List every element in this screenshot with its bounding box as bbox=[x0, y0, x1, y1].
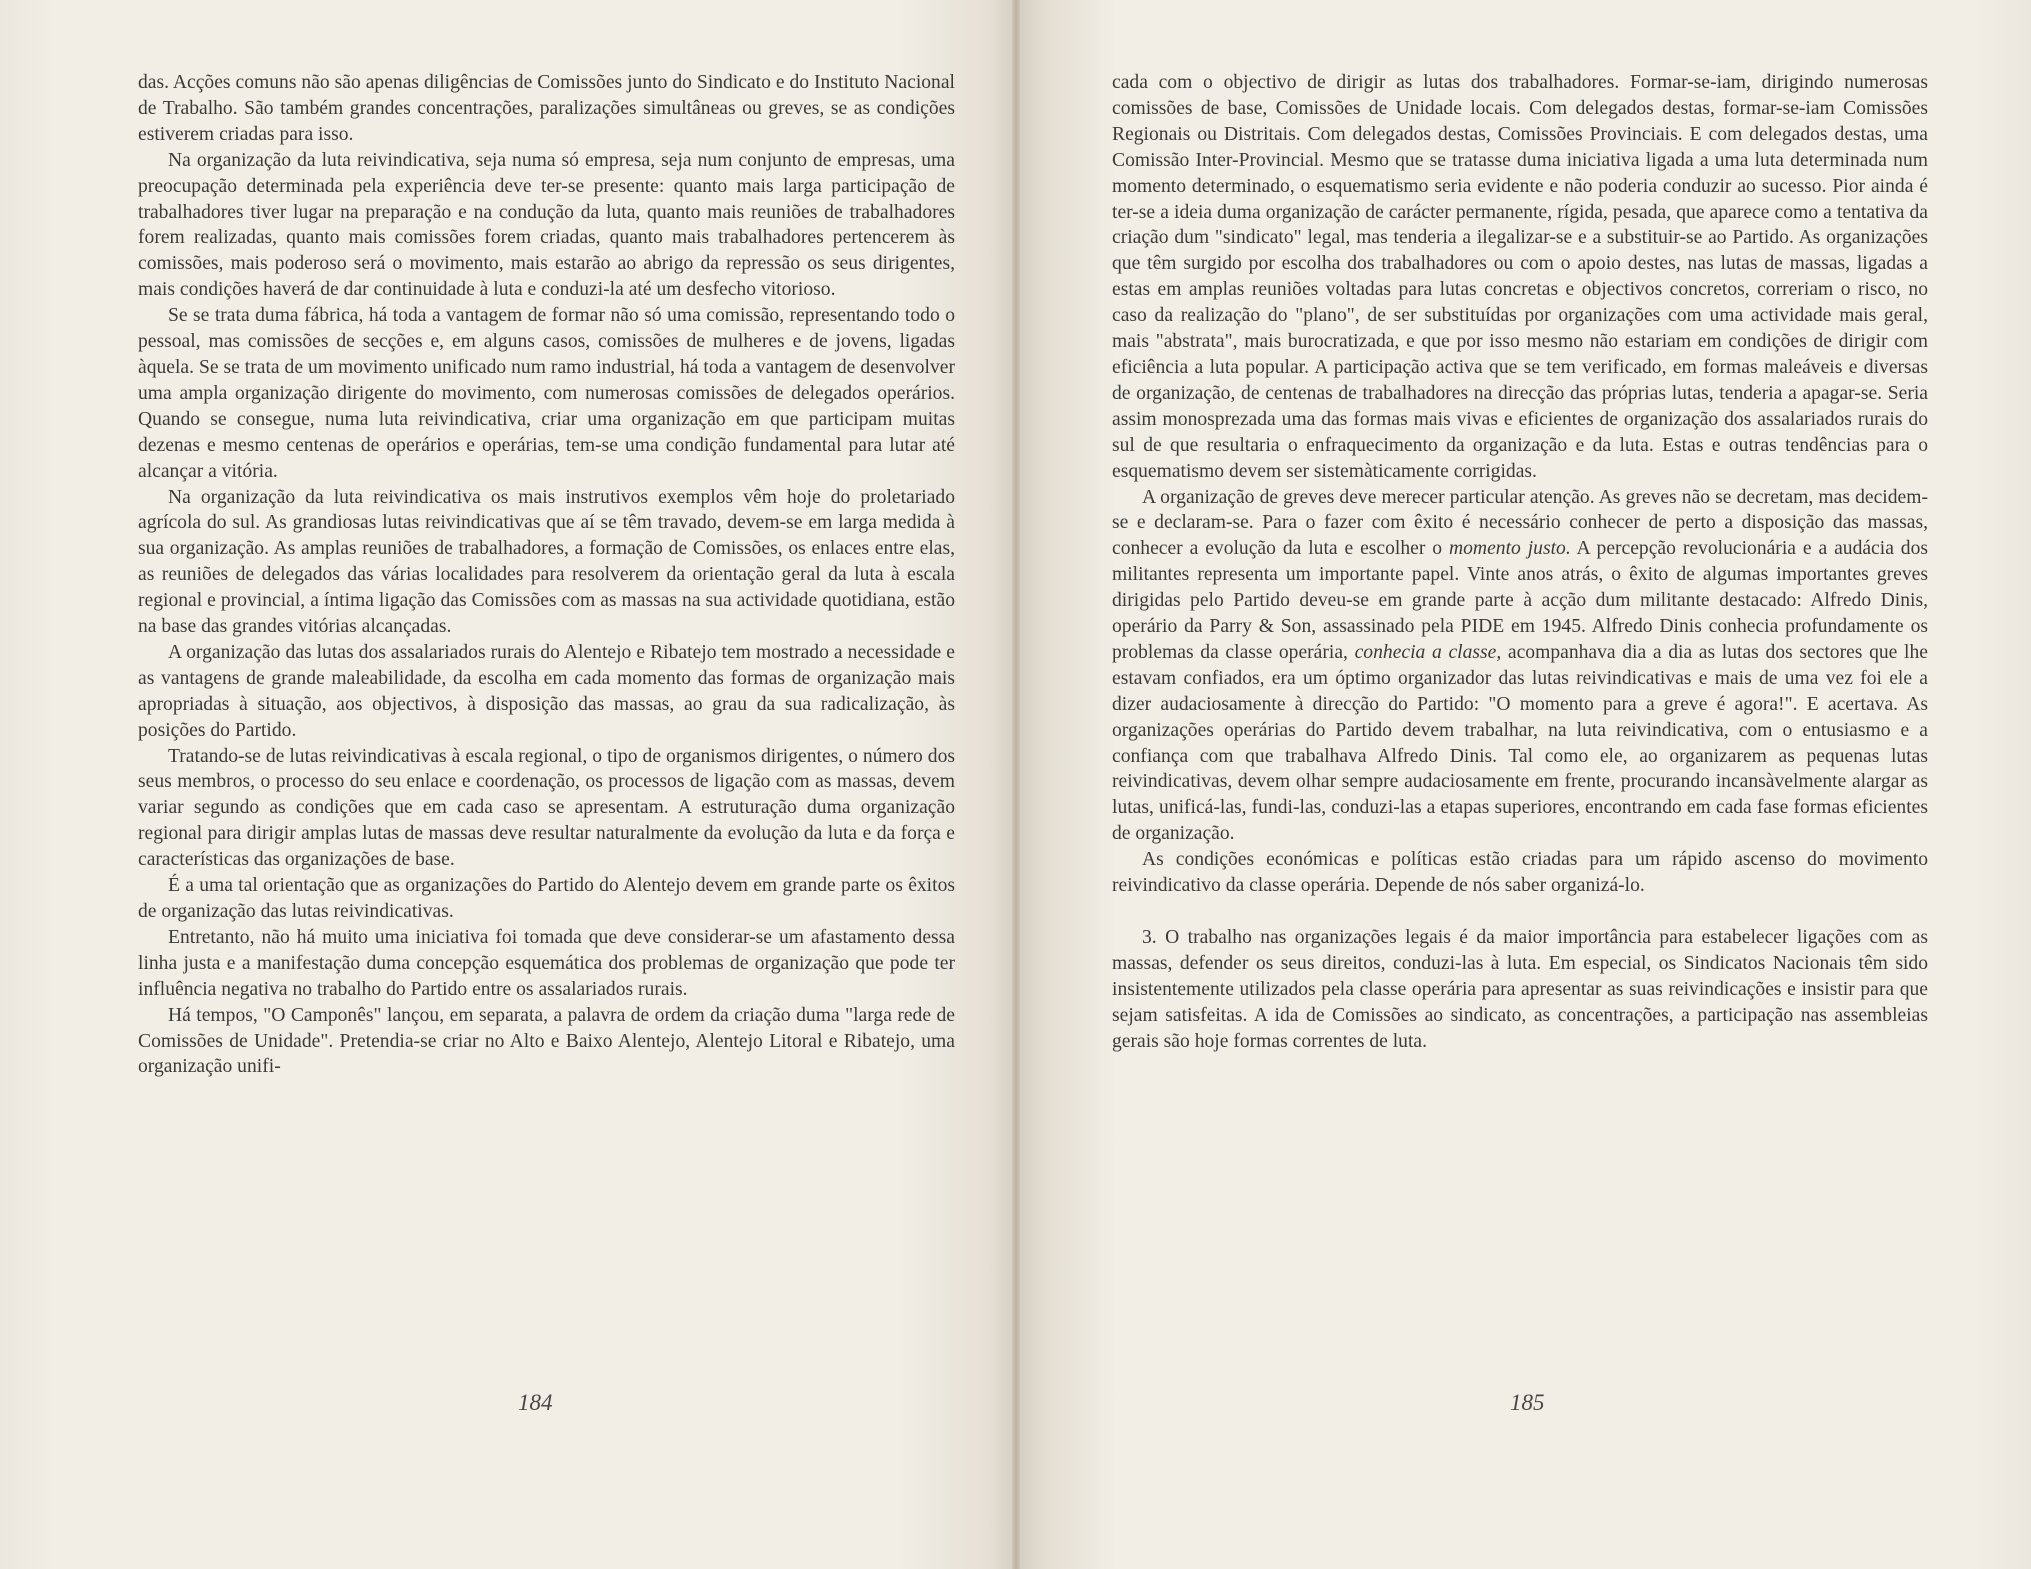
page-number: 184 bbox=[518, 1390, 553, 1415]
book-gutter bbox=[1012, 0, 1020, 1569]
emphasis-text: momento justo. bbox=[1448, 538, 1571, 560]
section-paragraph: 3. O trabalho nas organizações legais é da maior importância para estabelecer ligações com as massas, defender os seus direitos, conduzi-las à luta. Em especial, os Sindicatos Nacionais têm sido insistentemente utilizados pela classe operária para apresentar as suas reivindicações e insistir para que sejam satisfeitas. A ida de Comissões ao sindicato, as concentrações, a participação nas assembleias gerais são hoje formas correntes de luta. bbox=[1112, 927, 1928, 1052]
emphasis-text: conhecia a classe, bbox=[1354, 641, 1502, 663]
left-page-text bbox=[138, 70, 955, 1080]
paragraph: Entretanto, não há muito uma iniciativa foi tomada que deve considerar-se um afastamento dessa linha justa e a manifestação duma concepção esquemática dos problemas de organização que pode ter influência negativa no trabalho do Partido entre os assalariados rurais. bbox=[138, 926, 955, 1000]
paragraph: É a uma tal orientação que as organizações do Partido do Alentejo devem em grande parte os êxitos de organização das lutas reivindicativas. bbox=[138, 875, 955, 922]
page-number: 185 bbox=[1510, 1390, 1545, 1415]
paragraph: das. Acções comuns não são apenas diligências de Comissões junto do Sindicato e do Instituto Nacional de Trabalho. São também grandes concentrações, paralizações simultâneas ou greves, se as condições estiverem criadas para isso. bbox=[138, 72, 955, 145]
right-page bbox=[1016, 0, 2031, 1569]
paragraph: A organização das lutas dos assalariados rurais do Alentejo e Ribatejo tem mostrado a necessidade e as vantagens de grande maleabilidade, da escolha em cada momento das formas de organização mais apropriadas à situação, aos objectivos, à disposição das massas, ao grau da sua radicalização, às posições do Partido. bbox=[138, 641, 955, 741]
paragraph: Se se trata duma fábrica, há toda a vantagem de formar não só uma comissão, representando todo o pessoal, mas comissões de secções e, em alguns casos, comissões de mulheres e de jovens, ligadas àquela. Se se trata de um movimento unificado num ramo industrial, há toda a vantagem de desenvolver uma ampla organização dirigente do movimento, com numerosas comissões de delegados operários. Quando se consegue, numa luta reivindicativa, criar uma organização em que participam muitas dezenas e mesmo centenas de operários e operárias, tem-se uma condição fundamental para lutar até alcançar a vitória. bbox=[138, 305, 955, 482]
paragraph: As condições económicas e políticas estão criadas para um rápido ascenso do movimento reivindicativo da classe operária. Depende de nós saber organizá-lo. bbox=[1112, 849, 1928, 897]
paragraph-text: A percepção revolucionária e a audácia dos militantes representa um importante papel. Vinte anos atrás, o êxito de algumas importantes greves dirigidas pelo Partido deveu-se em grande parte à acção dum militante destacado: Alfredo Dinis, operário da Parry & Son, assassinado pela PIDE em 1945. Alfredo Dinis conhecia profundamente os problemas da classe operária, bbox=[1112, 538, 1929, 663]
paragraph: cada com o objectivo de dirigir as lutas dos trabalhadores. Formar-se-iam, dirigindo numerosas comissões de base, Comissões de Unidade locais. Com delegados destas, formar-se-iam Comissões Regionais ou Distritais. Com delegados destas, Comissões Provinciais. E com delegados destas, uma Comissão Inter-Provincial. Mesmo que se tratasse duma iniciativa ligada a uma luta determinada num momento determinado, o esquematismo seria evidente e não poderia conduzir ao sucesso. Pior ainda é ter-se a ideia duma organização de carácter permanente, rígida, pesada, que aparece como a tentativa da criação dum "sindicato" legal, mas tenderia a ilegalizar-se e a substituir-se ao Partido. As organizações que têm surgido por escolha dos trabalhadores ou com o apoio destes, nas lutas de massas, ligadas a estas em amplas reuniões voltadas para lutas concretas e objectivos concretos, correriam o risco, no caso da realização do "plano", de ser substituídas por organizações com uma actividade mais geral, mais "abstrata", mais burocratizada, e que por isso mesmo não estariam em condições de dirigir com eficiência a luta popular. A participação activa que se tem verificado, em formas maleáveis e diversas de organização, de centenas de trabalhadores na direcção das próprias lutas, tenderia a apagar-se. Seria assim monosprezada uma das formas mais vivas e eficientes de organização dos assalariados rurais do sul de que resultaria o enfraquecimento da organização e da luta. Estas e outras tendências para o esquematismo devem ser sistemàticamente corrigidas. bbox=[1112, 72, 1928, 482]
paragraph-text: acompanhava dia a dia as lutas dos sectores que lhe estavam confiados, era um óptimo organizador das lutas reivindicativas e mais de uma vez foi ele a dizer audaciosamente à direcção do Partido: "O momento para a greve é agora!". E acertava. As organizações operárias do Partido devem trabalhar, na luta reivindicativa, com o entusiasmo e a confiança com que trabalhava Alfredo Dinis. Tal como ele, ao organizarem as pequenas lutas reivindicativas, devem olhar sempre audaciosamente em frente, procurando incansàvelmente alargar as lutas, unificá-las, fundi-las, conduzi-las a etapas superiores, encontrando em cada fase formas eficientes de organização. bbox=[1112, 641, 1928, 845]
paragraph bbox=[1112, 485, 1928, 848]
paragraph: Na organização da luta reivindicativa, seja numa só empresa, seja num conjunto de empresas, uma preocupação determinada pela experiência deve ter-se presente: quanto mais larga participação de trabalhadores tiver lugar na preparação e na condução da luta, quanto mais reuniões de trabalhadores forem realizadas, quanto mais comissões forem criadas, quanto mais trabalhadores pertencerem às comissões, mais poderoso será o movimento, mais estarão ao abrigo da repressão os seus dirigentes, mais condições haverá de dar continuidade à luta e conduzi-la até um desfecho vitorioso. bbox=[138, 149, 955, 301]
paragraph-text: A organização de greves deve merecer particular atenção. As greves não se decretam, mas decidem-se e declaram-se. Para o fazer com êxito é necessário conhecer de perto a disposição das massas, conhecer a evolução da luta e escolher o bbox=[1112, 486, 1928, 560]
right-page-text bbox=[1112, 70, 1928, 1055]
paragraph: Há tempos, "O Camponês" lançou, em separata, a palavra de ordem da criação duma "larga rede de Comissões de Unidade". Pretendia-se criar no Alto e Baixo Alentejo, Alentejo Litoral e Ribatejo, uma organização unifi- bbox=[138, 1004, 955, 1078]
paragraph: Na organização da luta reivindicativa os mais instrutivos exemplos vêm hoje do proletariado agrícola do sul. As grandiosas lutas reivindicativas que aí se têm travado, devem-se em larga medida à sua organização. As amplas reuniões de trabalhadores, a formação de Comissões, os enlaces entre elas, as reuniões de delegados das várias localidades para resolverem da orientação geral da luta à escala regional e provincial, a íntima ligação das Comissões com as massas na sua actividade quotidiana, estão na base das grandes vitórias alcançadas. bbox=[138, 486, 955, 638]
paragraph: Tratando-se de lutas reivindicativas à escala regional, o tipo de organismos dirigentes, o número dos seus membros, o processo do seu enlace e coordenação, os processos de ligação com as massas, devem variar segundo as condições que em cada caso se apresentam. A estruturação duma organização regional para dirigir amplas lutas de massas deve resultar naturalmente da evolução da luta e da força e características das organizações de base. bbox=[138, 745, 955, 871]
